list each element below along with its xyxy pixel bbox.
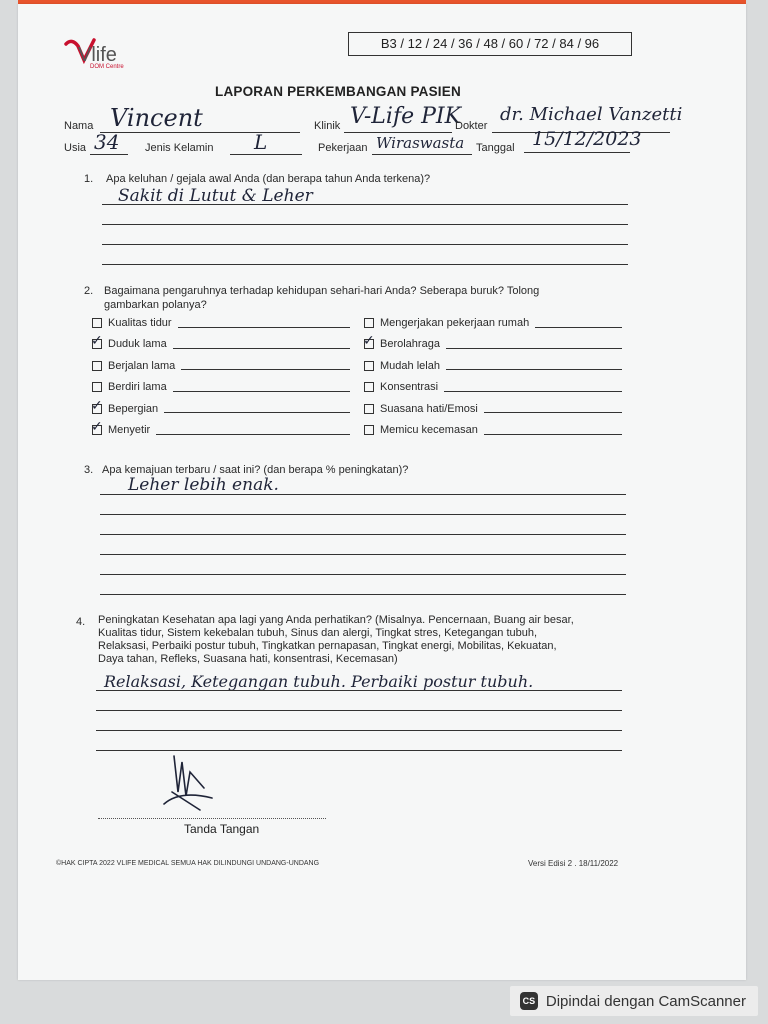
checklist-label: Duduk lama [108,338,167,351]
q4-text-3: Relaksasi, Perbaiki postur tubuh, Tingkatkan pernapasan, Tingkat energi, Mobilitas, Kekuatan, [98,640,557,652]
q4-line-3 [96,730,622,731]
q4-text-2: Kualitas tidur, Sistem kekebalan tubuh, Sinus dan alergi, Tingkat stres, Ketegangan tubuh, [98,627,538,639]
page-title: LAPORAN PERKEMBANGAN PASIEN [215,84,461,99]
q1-line-4 [102,264,628,265]
pekerjaan-label: Pekerjaan [318,142,368,154]
nama-label: Nama [64,120,94,132]
q1-line-3 [102,244,628,245]
checklist-line [444,391,622,392]
dokter-value: dr. Michael Vanzetti [500,104,683,125]
checkbox[interactable] [364,361,374,371]
checklist-line [156,434,350,435]
checklist-line [178,327,350,328]
q3-number: 3. [84,464,94,476]
version-text: Versi Edisi 2 . 18/11/2022 [528,859,619,868]
checklist-line [446,348,622,349]
camscanner-text: Dipindai dengan CamScanner [545,992,746,1010]
checkbox[interactable] [363,333,375,350]
check-mark-icon: ✓ [91,419,103,435]
q2-number: 2. [84,285,94,297]
camscanner-stamp [510,986,758,1016]
checklist-item [363,333,622,351]
checklist-label: Berjalan lama [108,359,176,372]
q3-line-6 [100,594,626,595]
codes-text: B3 / 12 / 24 / 36 / 48 / 60 / 72 / 84 / 96 [380,36,600,51]
jenis-kelamin-label: Jenis Kelamin [145,142,214,154]
nama-line [100,132,300,133]
klinik-value: V-Life PIK [350,104,462,129]
checklist-line [173,391,350,392]
checklist-label: Mudah lelah [380,359,440,372]
checklist-line [164,412,350,413]
q2-text-1: Bagaimana pengaruhnya terhadap kehidupan sehari-hari Anda? Seberapa buruk? Tolong [104,285,540,297]
tanggal-value: 15/12/2023 [532,128,642,150]
checklist-label: Menyetir [108,424,151,436]
checkbox[interactable] [91,333,103,350]
klinik-line [344,132,452,133]
q3-line-1 [100,494,626,495]
checklist-line [535,327,622,328]
checklist-item [91,397,350,415]
checklist-item [364,317,622,329]
check-mark-icon: ✓ [91,333,103,350]
checklist-line [181,369,350,370]
checklist-label: Memicu kecemasan [380,424,478,436]
klinik-label: Klinik [314,120,341,132]
checkbox[interactable] [92,382,102,392]
vlife-logo [64,36,134,72]
check-mark-icon: ✓ [91,397,103,414]
q3-line-4 [100,554,626,555]
checklist-label: Konsentrasi [380,381,439,394]
checklist-item [364,381,622,393]
q1-text: Apa keluhan / gejala awal Anda (dan berapa tahun Anda terkena)? [106,173,431,185]
q4-line-4 [96,750,622,751]
q4-text-4: Daya tahan, Refleks, Suasana hati, konsentrasi, Kecemasan) [98,653,398,665]
tanggal-line [524,152,630,153]
q1-answer: Sakit di Lutut & Leher [118,186,313,206]
q4-number: 4. [76,616,86,628]
pekerjaan-value: Wiraswasta [376,134,465,152]
checklist-item [364,424,622,436]
q4-text-1: Peningkatan Kesehatan apa lagi yang Anda perhatikan? (Misalnya. Pencernaan, Buang air besar, [98,614,574,626]
signature-drawing [160,752,220,814]
checklist-label: Berdiri lama [108,381,167,394]
checkbox[interactable] [91,419,103,435]
checklist-line [173,348,350,349]
checklist-item [91,419,350,436]
usia-value: 34 [94,130,120,154]
tanggal-label: Tanggal [476,142,515,154]
checklist-label: Mengerjakan pekerjaan rumah [380,317,530,329]
checkbox[interactable] [91,397,103,414]
check-mark-icon: ✓ [363,333,375,350]
checklist-item [92,317,350,329]
checklist-item [91,333,350,351]
checklist-item [364,403,622,415]
checklist-label: Berolahraga [380,338,440,351]
logo-text: Vlife [78,44,117,66]
jenis-kelamin-value: L [254,130,268,154]
q3-line-2 [100,514,626,515]
camscanner-icon: CS [520,992,538,1010]
q1-line-2 [102,224,628,225]
checklist-item [92,360,350,372]
checkbox[interactable] [92,318,102,328]
checklist-label: Suasana hati/Emosi [380,402,478,415]
codes-box [348,32,632,56]
q1-line-1 [102,204,628,205]
checkbox[interactable] [364,425,374,435]
checkbox[interactable] [92,361,102,371]
checklist-item [364,360,622,372]
q4-line-1 [96,690,622,691]
dokter-label: Dokter [455,120,488,132]
usia-label: Usia [64,142,87,154]
q3-line-3 [100,534,626,535]
q3-answer: Leher lebih enak. [128,475,279,495]
checkbox[interactable] [364,382,374,392]
checklist-item [92,381,350,393]
signature-line [98,818,326,819]
q3-text: Apa kemajuan terbaru / saat ini? (dan berapa % peningkatan)? [102,464,409,476]
checklist-label: Bepergian [108,402,159,415]
q2-text-2: gambarkan polanya? [104,299,207,311]
usia-line [90,154,128,155]
copyright-text: ©HAK CIPTA 2022 VLIFE MEDICAL SEMUA HAK DILINDUNGI UNDANG-UNDANG [56,860,320,867]
jenis-kelamin-line [230,154,302,155]
q4-line-2 [96,710,622,711]
checklist-line [484,412,622,413]
q3-line-5 [100,574,626,575]
checklist-line [446,369,622,370]
checkbox[interactable] [364,318,374,328]
pekerjaan-line [372,154,472,155]
nama-value: Vincent [110,104,203,132]
signature-label: Tanda Tangan [184,822,260,836]
checklist-line [484,434,622,435]
checklist-label: Kualitas tidur [108,317,172,329]
q4-answer: Relaksasi, Ketegangan tubuh. Perbaiki postur tubuh. [104,672,534,691]
checkbox[interactable] [364,404,374,414]
logo-subtext: DOM Centre [90,64,124,70]
q1-number: 1. [84,173,94,185]
